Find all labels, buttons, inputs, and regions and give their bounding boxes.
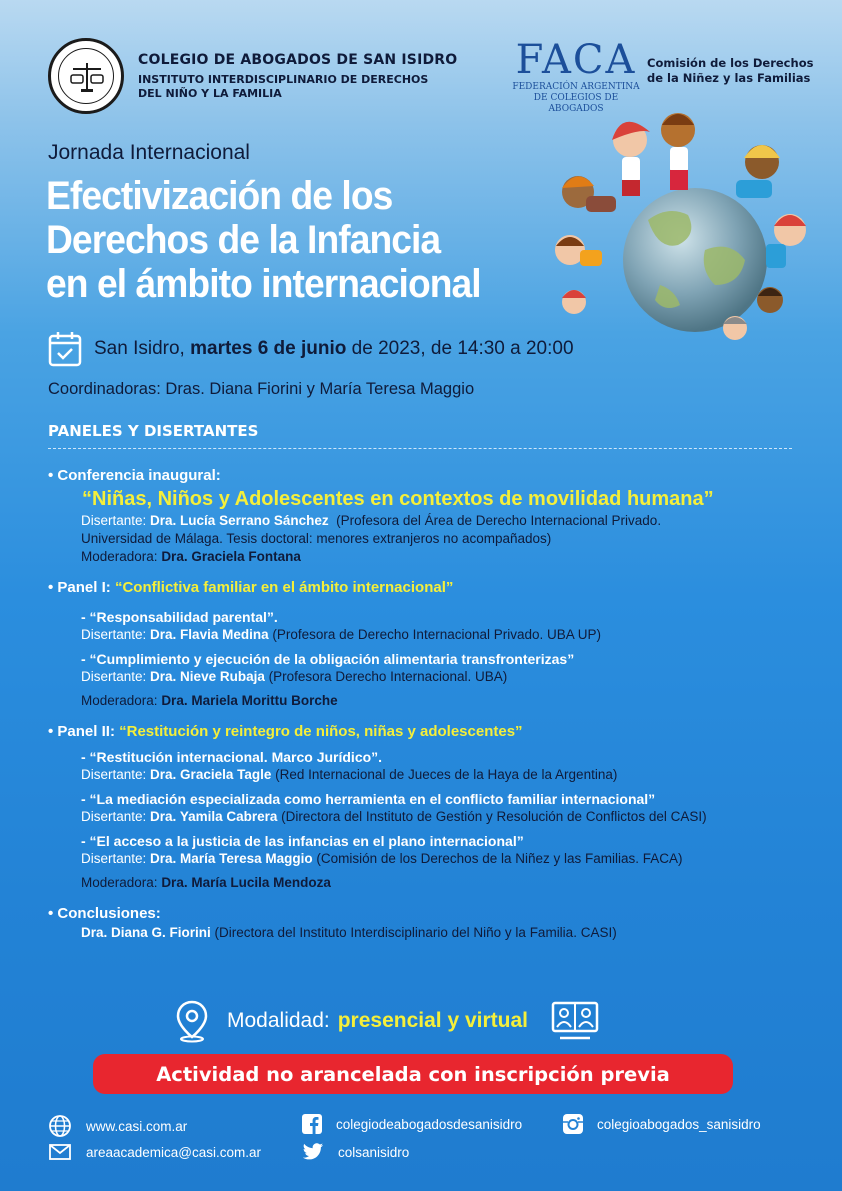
talk-speaker: [81, 766, 808, 784]
panels-heading: PANELES Y DISERTANTES: [48, 422, 259, 440]
twitter-icon: [302, 1142, 324, 1162]
moderator-label: Moderadora:: [81, 875, 158, 890]
faca-commission-line1: Comisión de los Derechos: [647, 56, 814, 70]
panel2-moderator: [81, 874, 808, 892]
scales-icon: [65, 55, 109, 99]
faca-commission: [647, 56, 827, 86]
inaugural-title: “Niñas, Niños y Adolescentes en contextos de movilidad humana”: [82, 488, 714, 510]
email-link[interactable]: areaacademica@casi.com.ar: [86, 1144, 262, 1160]
mail-icon: [48, 1142, 72, 1162]
moderator-name: Dra. Mariela Morittu Borche: [161, 693, 338, 708]
event-title-line1: Efectivización de los: [46, 174, 393, 218]
panel2-talk1: [81, 748, 808, 784]
panel2-label: • Panel II:: [48, 723, 115, 740]
twitter-link[interactable]: colsanisidro: [338, 1144, 410, 1160]
panel1-talk1: [81, 608, 808, 644]
children-globe-illustration: [530, 100, 830, 350]
footer-web[interactable]: [48, 1114, 187, 1138]
casi-institute-line1: INSTITUTO INTERDISCIPLINARIO DE DERECHOS: [138, 73, 429, 86]
panel2-section: [48, 722, 808, 892]
inaugural-speaker-note: Universidad de Málaga. Tesis doctoral: menores extranjeros no acompañados): [81, 531, 552, 546]
speaker-name: Dra. Diana G. Fiorini: [81, 925, 211, 940]
facebook-icon: [302, 1114, 322, 1134]
inaugural-moderator: [81, 548, 808, 566]
child-figure: [723, 316, 747, 340]
speaker-note: (Profesora del Área de Derecho Internacional Privado.: [336, 513, 662, 528]
child-figure: [766, 214, 806, 268]
faca-name-line2: DE COLEGIOS DE ABOGADOS: [533, 93, 619, 114]
event-date-row: [48, 330, 574, 368]
talk-speaker: [81, 850, 808, 868]
speaker-label: Disertante:: [81, 627, 147, 642]
coordinators: Coordinadoras: Dras. Diana Fiorini y María Teresa Maggio: [48, 380, 475, 398]
conclusions-speaker: [81, 924, 808, 942]
moderator-name: Dra. María Lucila Mendoza: [161, 875, 331, 890]
instagram-icon: [563, 1114, 583, 1134]
talk-title: - “Cumplimiento y ejecución de la obligación alimentaria transfronterizas”: [81, 651, 575, 667]
dashed-divider: [48, 448, 792, 449]
speaker-label: Disertante:: [81, 513, 147, 528]
conclusions-section: [48, 904, 808, 942]
modality-row: [175, 996, 675, 1046]
speaker-note: (Comisión de los Derechos de la Niñez y las Familias. FACA): [316, 851, 683, 866]
footer-facebook[interactable]: [302, 1114, 522, 1134]
speaker-note: (Profesora Derecho Internacional. UBA): [268, 669, 508, 684]
casi-institute: [138, 73, 438, 101]
event-time: de 2023, de 14:30 a 20:00: [351, 338, 574, 359]
event-title-line2: Derechos de la Infancia: [46, 218, 441, 262]
speaker-note: (Profesora de Derecho Internacional Privado. UBA UP): [272, 627, 602, 642]
speaker-name: Dra. Nieve Rubaja: [150, 669, 265, 684]
talk-speaker: [81, 668, 808, 686]
talk-title: - “Restitución internacional. Marco Jurídico”.: [81, 749, 383, 765]
event-date: [94, 338, 574, 360]
talk-speaker: [81, 808, 808, 826]
conclusions-label: • Conclusiones:: [48, 905, 161, 922]
speaker-label: Disertante:: [81, 809, 147, 824]
panel2-heading: [48, 722, 808, 742]
talk-title: - “Responsabilidad parental”.: [81, 609, 278, 625]
child-figure: [612, 122, 650, 196]
event-title: [46, 174, 511, 306]
globe-icon: [48, 1114, 72, 1138]
inaugural-speaker: [81, 512, 808, 530]
child-figure: [562, 290, 586, 314]
speaker-name: Dra. Lucía Serrano Sánchez: [150, 513, 329, 528]
facebook-link[interactable]: colegiodeabogadosdesanisidro: [336, 1116, 523, 1132]
modality-value: presencial y virtual: [337, 1009, 528, 1032]
speaker-name: Dra. María Teresa Maggio: [150, 851, 313, 866]
speaker-note: (Directora del Instituto de Gestión y Resolución de Conflictos del CASI): [281, 809, 707, 824]
child-figure: [562, 176, 616, 212]
panel1-talk2: [81, 650, 808, 686]
casi-institute-line2: DEL NIÑO Y LA FAMILIA: [138, 87, 282, 100]
faca-commission-line2: de la Niñez y las Familias: [647, 71, 811, 85]
inaugural-section: [48, 466, 808, 566]
faca-wordmark: FACA: [515, 37, 637, 83]
child-figure: [555, 235, 602, 266]
talk-speaker: [81, 626, 808, 644]
panel1-label: • Panel I:: [48, 579, 111, 596]
event-kicker: Jornada Internacional: [48, 141, 250, 164]
globe-icon: [623, 188, 767, 332]
footer-twitter[interactable]: [302, 1142, 409, 1162]
moderator-label: Moderadora:: [81, 549, 158, 564]
speaker-name: Dra. Yamila Cabrera: [150, 809, 278, 824]
speaker-note: (Red Internacional de Jueces de la Haya de la Argentina): [275, 767, 618, 782]
talk-title: - “La mediación especializada como herramienta en el conflicto familiar internacional”: [81, 791, 656, 807]
panel2-title: “Restitución y reintegro de niños, niñas y adolescentes”: [119, 723, 523, 740]
modality-label: Modalidad:: [227, 1009, 330, 1032]
program: [48, 466, 808, 954]
panel1-heading: [48, 578, 808, 598]
faca-name-line1: FEDERACIÓN ARGENTINA: [512, 82, 640, 92]
moderator-label: Moderadora:: [81, 693, 158, 708]
instagram-link[interactable]: colegioabogados_sanisidro: [597, 1116, 761, 1132]
panel2-talk3: [81, 832, 808, 868]
event-day: martes 6 de junio: [190, 338, 347, 359]
speaker-note: (Directora del Instituto Interdisciplinario del Niño y la Familia. CASI): [214, 925, 617, 940]
video-conference-icon: [550, 1000, 600, 1042]
casi-seal-logo: [48, 38, 124, 114]
panel1-section: [48, 578, 808, 710]
moderator-name: Dra. Graciela Fontana: [161, 549, 301, 564]
panel1-moderator: [81, 692, 808, 710]
registration-banner: Actividad no arancelada con inscripción previa: [93, 1054, 733, 1094]
speaker-label: Disertante:: [81, 767, 147, 782]
panel2-talk2: [81, 790, 808, 826]
inaugural-label: • Conferencia inaugural:: [48, 467, 221, 484]
talk-title: - “El acceso a la justicia de las infancias en el plano internacional”: [81, 833, 524, 849]
footer-email[interactable]: [48, 1142, 261, 1162]
child-figure: [661, 113, 695, 190]
casi-title: COLEGIO DE ABOGADOS DE SAN ISIDRO: [138, 52, 458, 68]
speaker-name: Dra. Graciela Tagle: [150, 767, 272, 782]
calendar-check-icon: [48, 331, 82, 367]
speaker-label: Disertante:: [81, 669, 147, 684]
footer-instagram[interactable]: [563, 1114, 761, 1134]
panel1-title: “Conflictiva familiar en el ámbito internacional”: [114, 579, 454, 596]
event-title-line3: en el ámbito internacional: [46, 262, 481, 306]
location-pin-icon: [175, 999, 209, 1043]
child-figure: [736, 145, 780, 198]
event-place: San Isidro,: [94, 338, 185, 359]
speaker-label: Disertante:: [81, 851, 147, 866]
speaker-name: Dra. Flavia Medina: [150, 627, 269, 642]
web-link[interactable]: www.casi.com.ar: [86, 1118, 188, 1134]
child-figure: [757, 287, 783, 313]
